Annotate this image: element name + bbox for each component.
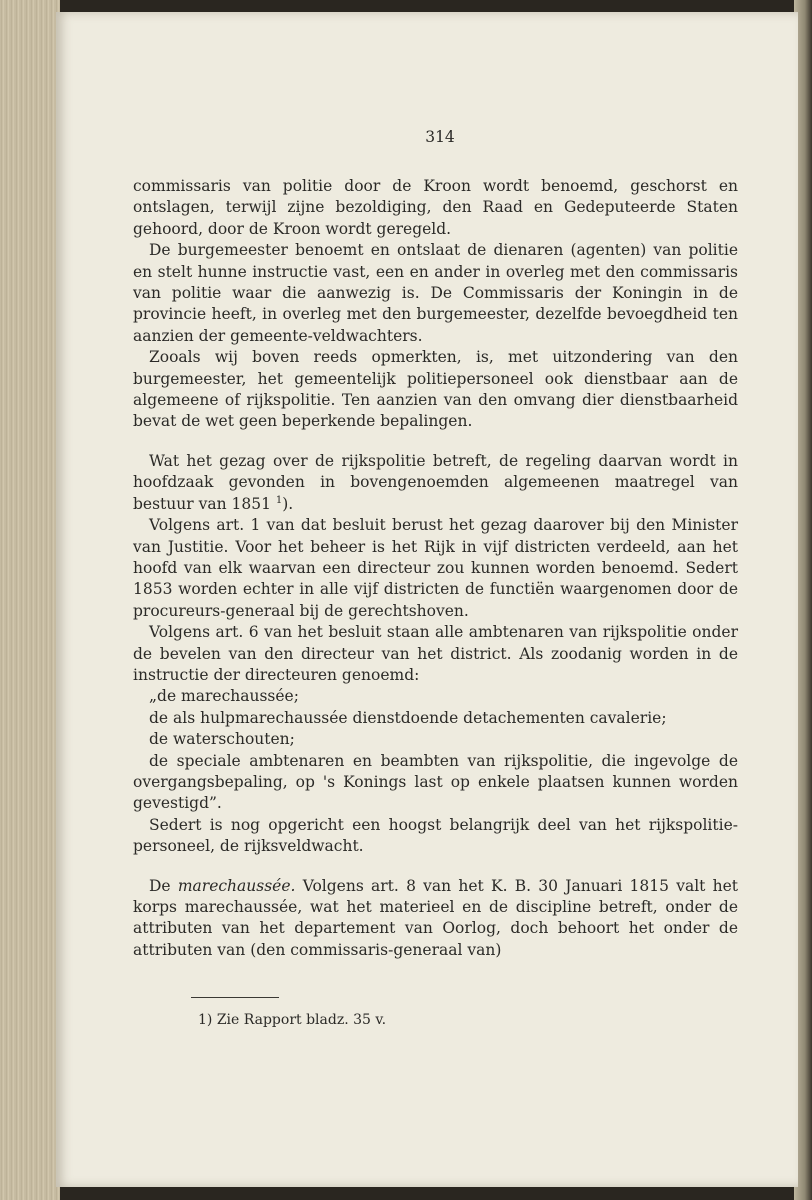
paragraph-6: Volgens art. 6 van het besluit staan alle ambtenaren van rijkspolitie onder de bevelen van den directeur van het district. Als zoodanig worden in de instructie der directeuren genoemd: [133,623,738,684]
list-item-1: „de marechaussée; [149,687,299,706]
paragraph-7: Sedert is nog opgericht een hoogst belangrijk deel van het rijkspolitie-personeel, de rijksveldwacht. [133,815,738,856]
list-item-3: de waterschouten; [149,730,295,749]
paragraph-8 [133,876,738,962]
paragraph-5: Volgens art. 1 van dat besluit berust het gezag daarover bij den Minister van Justitie. Voor het beheer is het Rijk in vijf districten verdeeld, aan het hoofd van elk waarvan een directeur zou kunnen worden benoemd. Sedert 1853 worden echter in alle vijf districten de functiën waargenomen door de procureurs-generaal bij de gerechtshoven. [133,516,738,620]
paragraph-8-italic: marechaussée. [177,876,296,895]
footnote-reference-tail: ). [282,494,294,513]
paragraph-4-text: Wat het gezag over de rijkspolitie betreft, de regeling daarvan wordt in hoofdzaak gevonden in bovengenoemden algemeenen maatregel van bestuur van 1851 [133,451,738,513]
paragraph-8-rest: Volgens art. 8 van het K. B. 30 Januari 1815 valt het korps marechaussée, wat het materieel en de discipline betreft, onder de attributen van het departement van Oorlog, doch behoort het onder de attributen van (den commissaris-generaal van) [133,876,738,959]
paragraph-2: De burgemeester benoemt en ontslaat de dienaren (agenten) van politie en stelt hunne instructie vast, een en ander in overleg met den commissaris van politie waar die aanwezig is. De Commissaris der Koningin in de provincie heeft, in overleg met den burgemeester, dezelfde bevoegdheid ten aanzien der gemeente-veldwachters. [133,241,738,345]
paragraph-8-lead: De [149,876,171,895]
list-item-2: de als hulpmarechaussée dienstdoende detachementen cavalerie; [149,708,667,727]
footnote-divider [191,997,279,998]
body-text [133,176,738,961]
footnote: 1) Zie Rapport bladz. 35 v. [198,1012,387,1028]
book-page-stack-left [0,0,60,1200]
footnote-reference: 1 [275,494,283,506]
paragraph-3: Zooals wij boven reeds opmerkten, is, met uitzondering van den burgemeester, het gemeentelijk politiepersoneel ook dienstbaar aan de algemeene of rijkspolitie. Ten aanzien van den omvang dier dienstbaarheid bevat de wet geen beperkende bepalingen. [133,348,738,431]
list-item-4: de speciale ambtenaren en beambten van rijkspolitie, die ingevolge de overgangsbepaling, op 's Konings last op enkele plaatsen kunnen worden gevestigd”. [133,751,738,813]
paragraph-1: commissaris van politie door de Kroon wordt benoemd, geschorst en ontslagen, terwijl zijne bezoldiging, den Raad en Gedeputeerde Staten gehoord, door de Kroon wordt geregeld. [133,177,738,238]
paragraph-4 [133,451,738,515]
page-number: 314 [425,128,455,146]
